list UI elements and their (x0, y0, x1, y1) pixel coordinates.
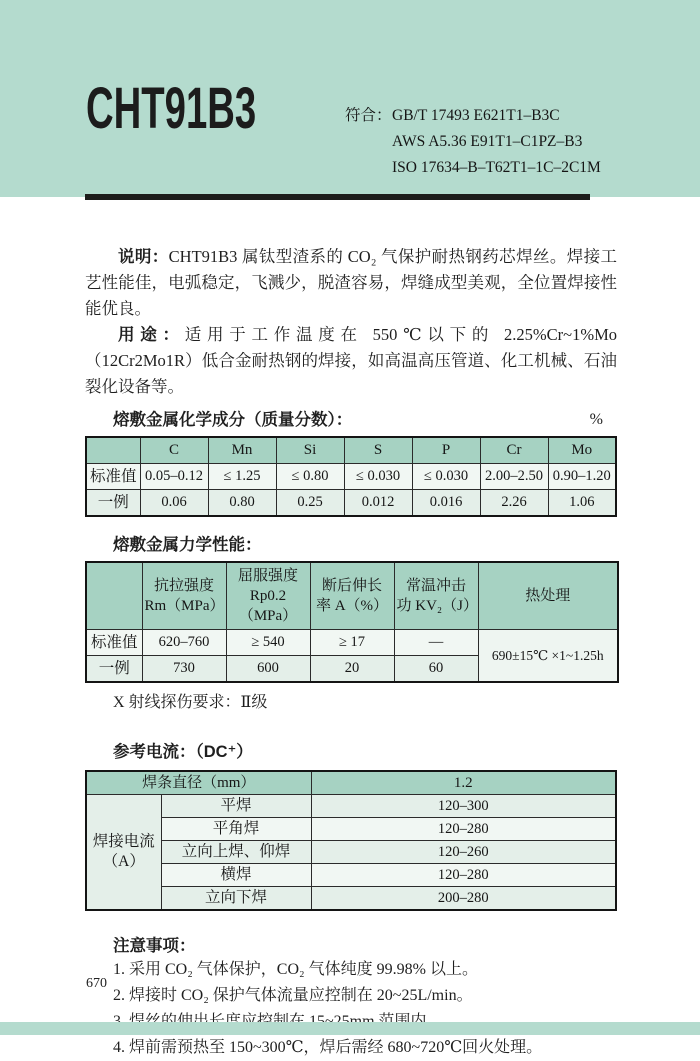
mech-row-label: 标准值 (86, 630, 142, 656)
chem-col-header: Si (276, 437, 344, 464)
reference-current-table (85, 770, 617, 911)
chem-cell: 0.06 (140, 490, 208, 517)
current-row-vertical-down (86, 887, 616, 911)
current-label-line: （A） (102, 853, 145, 870)
chem-section-title: 熔敷金属化学成分（质量分数）： (113, 411, 353, 429)
mech-cell: — (394, 630, 478, 656)
product-title: CHT91B3 (86, 76, 257, 141)
header-band (0, 0, 700, 197)
chem-standard-row (86, 464, 616, 490)
description-paragraph (85, 244, 617, 322)
chem-cell: ≤ 0.030 (412, 464, 480, 490)
usage-paragraph (85, 322, 617, 400)
current-range: 200–280 (311, 887, 616, 911)
chem-cell: 0.012 (344, 490, 412, 517)
chem-cell: ≤ 0.030 (344, 464, 412, 490)
mech-header-line: 功 KV₂（J） (396, 598, 478, 614)
description-text: CHT91B3 属钛型渣系的 CO₂ 气保护耐热钢药芯焊丝。焊接工艺性能佳，电弧稳定，飞溅少，脱渣容易，焊缝成型美观，全位置焊接性能优良。 (85, 247, 618, 318)
mech-header-line: 常温冲击 (405, 578, 466, 594)
mech-header-line: 屈服强度 (237, 568, 298, 584)
page-content (85, 244, 617, 1061)
mech-cell: ≥ 17 (310, 630, 394, 656)
current-range: 120–280 (311, 864, 616, 887)
wire-diameter-value: 1.2 (311, 771, 616, 795)
chem-cell: ≤ 1.25 (208, 464, 276, 490)
header-divider-bar (85, 194, 590, 200)
compliance-label: 符合： (345, 107, 392, 124)
mech-cell: 620–760 (142, 630, 226, 656)
chem-cell: 0.016 (412, 490, 480, 517)
mech-col-tensile (142, 562, 226, 630)
current-header-row (86, 771, 616, 795)
welding-current-label (86, 795, 161, 911)
current-row-horizontal-fillet (86, 818, 616, 841)
mech-cell: ≥ 540 (226, 630, 310, 656)
mech-header-line: 断后伸长 (321, 578, 382, 594)
weld-position: 立向下焊 (161, 887, 311, 911)
mechanical-properties-table (85, 561, 619, 683)
compliance-block (345, 103, 601, 181)
usage-text: 适用于工作温度在 550℃以下的 2.25%Cr~1%Mo（12Cr2Mo1R）低合金耐热钢的焊接，如高温高压管道、化工机械、石油裂化设备等。 (85, 325, 618, 396)
chem-row-label: 一例 (86, 490, 140, 517)
current-section-title: 参考电流：（DC⁺） (113, 743, 253, 761)
mech-col-heat-treatment: 热处理 (478, 562, 618, 630)
compliance-standard-gbt: GB/T 17493 E621T1–B3C (392, 107, 560, 124)
current-range: 120–260 (311, 841, 616, 864)
chem-cell: 2.00–2.50 (480, 464, 548, 490)
chem-cell: 2.26 (480, 490, 548, 517)
notes-section-title: 注意事项： (113, 937, 196, 955)
compliance-standard-iso: ISO 17634–B–T62T1–1C–2C1M (392, 159, 601, 176)
footer-band (0, 1022, 700, 1035)
mech-section-title: 熔敷金属力学性能： (113, 536, 262, 554)
chem-header-row (86, 437, 616, 464)
mech-header-line: Rm（MPa） (144, 598, 225, 614)
mech-cell: 60 (394, 656, 478, 683)
mech-header-line: 抗拉强度 (153, 578, 214, 594)
chem-col-header: C (140, 437, 208, 464)
current-row-horizontal (86, 864, 616, 887)
mech-standard-row (86, 630, 618, 656)
current-range: 120–300 (311, 795, 616, 818)
mech-corner-cell (86, 562, 142, 630)
chem-col-header: Mo (548, 437, 616, 464)
mech-cell: 20 (310, 656, 394, 683)
weld-position: 平角焊 (161, 818, 311, 841)
current-row-vertical-up-overhead (86, 841, 616, 864)
page-number: 670 (86, 976, 107, 991)
compliance-standard-aws: AWS A5.36 E91T1–C1PZ–B3 (392, 133, 583, 150)
weld-position: 立向上焊、仰焊 (161, 841, 311, 864)
mech-row-label: 一例 (86, 656, 142, 683)
chem-row-label: 标准值 (86, 464, 140, 490)
chemical-composition-table (85, 436, 617, 517)
mech-cell: 730 (142, 656, 226, 683)
chem-col-header: Cr (480, 437, 548, 464)
chem-col-header: Mn (208, 437, 276, 464)
note-item-2: 2. 焊接时 CO₂ 保护气体流量应控制在 20~25L/min。 (113, 987, 473, 1004)
mech-header-line: 率 A（%） (315, 598, 389, 614)
chem-cell: 0.80 (208, 490, 276, 517)
mech-header-row (86, 562, 618, 630)
mech-col-elongation (310, 562, 394, 630)
chem-title-row (85, 409, 617, 431)
chem-unit-percent: % (589, 411, 603, 428)
chem-cell: 0.05–0.12 (140, 464, 208, 490)
weld-position: 横焊 (161, 864, 311, 887)
weld-position: 平焊 (161, 795, 311, 818)
compliance-line (345, 103, 601, 129)
mech-col-yield (226, 562, 310, 630)
chem-corner-cell (86, 437, 140, 464)
chem-col-header: P (412, 437, 480, 464)
current-range: 120–280 (311, 818, 616, 841)
chem-cell: ≤ 0.80 (276, 464, 344, 490)
description-label: 说明： (118, 248, 169, 266)
current-label-line: 焊接电流 (92, 833, 155, 850)
chem-cell: 0.90–1.20 (548, 464, 616, 490)
mech-header-line: Rp0.2（MPa） (238, 588, 298, 624)
chem-col-header: S (344, 437, 412, 464)
xray-requirement-note: X 射线探伤要求：Ⅱ级 (113, 694, 268, 711)
mech-col-impact (394, 562, 478, 630)
current-row-flat (86, 795, 616, 818)
wire-diameter-label: 焊条直径（mm） (86, 771, 311, 795)
usage-label: 用途： (118, 326, 185, 344)
chem-cell: 1.06 (548, 490, 616, 517)
chem-example-row (86, 490, 616, 517)
note-item-1: 1. 采用 CO₂ 气体保护，CO₂ 气体纯度 99.98% 以上。 (113, 961, 478, 978)
mech-heat-treatment-cell: 690±15℃ ×1~1.25h (478, 630, 618, 683)
mech-cell: 600 (226, 656, 310, 683)
chem-cell: 0.25 (276, 490, 344, 517)
note-item-4: 4. 焊前需预热至 150~300℃，焊后需经 680~720℃回火处理。 (113, 1039, 543, 1056)
